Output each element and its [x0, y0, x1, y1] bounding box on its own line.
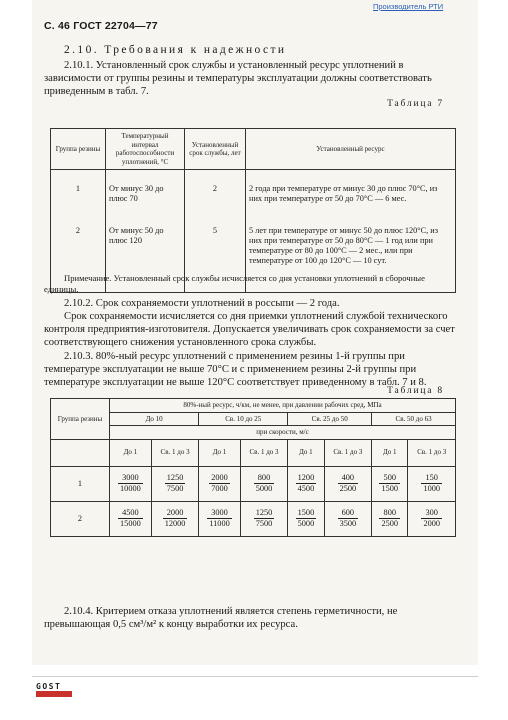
t7-header-group: Группа резины — [51, 129, 106, 170]
t8-speed: До 1 — [288, 439, 324, 466]
t7-group: 2 — [51, 224, 106, 293]
footer-divider — [32, 676, 478, 677]
t8-cell: $\frac{2000}{7000}$ — [199, 466, 240, 501]
t7-interval: От минус 30 до плюс 70 — [106, 170, 185, 225]
table-7 — [50, 128, 456, 293]
table8-caption: Таблица 8 — [387, 386, 444, 396]
t7-group: 1 — [51, 170, 106, 225]
paragraph-2-10-4: 2.10.4. Критерием отказа уплотнений является степень герметичности, не превышающая 0,5 см³/м² к концу выработки их ресурса. — [44, 606, 398, 631]
t7-header-interval: Температурный интервал работоспособности уплотнений, °С — [106, 129, 185, 170]
t8-pressure: Св. 50 до 63 — [372, 412, 456, 426]
t8-group: 2 — [51, 501, 110, 536]
t7-header-resource: Установленный ресурс — [246, 129, 456, 170]
page-header: С. 46 ГОСТ 22704—77 — [44, 20, 158, 32]
paragraph-2-10-2: 2.10.2. Срок сохраняемости уплотнений в россыпи — 2 года. — [64, 298, 340, 309]
t8-speed: До 1 — [110, 439, 152, 466]
t8-cell: $\frac{4500}{15000}$ — [110, 501, 152, 536]
t8-cell: $\frac{3000}{10000}$ — [110, 466, 152, 501]
section-title: 2.10. Требования к надежности — [64, 44, 287, 56]
t8-cell: $\frac{1500}{5000}$ — [288, 501, 324, 536]
t8-speed-header: при скорости, м/с — [110, 426, 456, 440]
t8-cell: $\frac{400}{2500}$ — [324, 466, 372, 501]
t7-life: 5 — [185, 224, 246, 293]
t8-pressure: Св. 10 до 25 — [199, 412, 288, 426]
t8-speed: Св. 1 до 3 — [240, 439, 288, 466]
table7-caption: Таблица 7 — [387, 99, 444, 109]
top-link[interactable]: Производитель РТИ — [373, 2, 444, 11]
paragraph-2-10-2b: Срок сохраняемости исчисляется со дня приемки уплотнений службой технического контроля предприятия-изготовителя. Допускается увеличивать срок сохраняемости за счет соответствующего снижения установленного срока службы. — [44, 311, 455, 349]
t8-header-resource: 80%-ный ресурс, ч/км, не менее, при давлении рабочих сред, МПа — [110, 399, 456, 413]
paragraph-2-10-3: 2.10.3. 80%-ный ресурс уплотнений с применением резины 1-й группы при температуре эксплуатации не выше 70°С и с применением резины 2-й группы при температуре эксплуатации не выше 120°С соответствует приведенному в табл. 7 и 8. — [44, 351, 427, 389]
t8-cell: $\frac{150}{1000}$ — [408, 466, 456, 501]
t7-life: 2 — [185, 170, 246, 225]
t8-speed: Св. 1 до 3 — [324, 439, 372, 466]
t8-group: 1 — [51, 466, 110, 501]
t7-interval: От минус 50 до плюс 120 — [106, 224, 185, 293]
t8-cell: $\frac{2000}{12000}$ — [151, 501, 199, 536]
t8-speed: До 1 — [199, 439, 240, 466]
t8-pressure: До 10 — [110, 412, 199, 426]
t8-cell: $\frac{300}{2000}$ — [408, 501, 456, 536]
t8-header-group: Группа резины — [51, 399, 110, 440]
t8-cell: $\frac{500}{1500}$ — [372, 466, 408, 501]
t8-speed: Св. 1 до 3 — [408, 439, 456, 466]
t7-resource: 2 года при температуре от минус 30 до плюс 70°С, из них при температуре от 50 до 70°С — 6 мес. — [246, 170, 456, 225]
table-8 — [50, 398, 456, 537]
table7-note: Примечание. Установленный срок службы исчисляется со дня установки уплотнений в сборочные единицы. — [44, 273, 425, 294]
t7-header-life: Установленный срок службы, лет — [185, 129, 246, 170]
t8-speed: Св. 1 до 3 — [151, 439, 199, 466]
t8-cell: $\frac{1200}{4500}$ — [288, 466, 324, 501]
t8-pressure: Св. 25 до 50 — [288, 412, 372, 426]
paragraph-2-10-1: 2.10.1. Установленный срок службы и установленный ресурс уплотнений в зависимости от группы резины и температуры эксплуатации должны соответствовать приведенным в табл. 7. — [44, 60, 432, 98]
t7-resource: 5 лет при температуре от минус 50 до плюс 120°С, из них при температуре от 50 до 80°С — 1 год или при температуре от 80 до 100°С — 2 мес., или при температуре от 100 до 120°С — 10 сут. — [246, 224, 456, 293]
t8-cell: $\frac{600}{3500}$ — [324, 501, 372, 536]
t8-cell: $\frac{3000}{11000}$ — [199, 501, 240, 536]
t8-cell: $\frac{800}{5000}$ — [240, 466, 288, 501]
t8-speed: До 1 — [372, 439, 408, 466]
t8-cell: $\frac{800}{2500}$ — [372, 501, 408, 536]
gost-logo: GOST — [36, 682, 72, 698]
t8-cell: $\frac{1250}{7500}$ — [151, 466, 199, 501]
t8-cell: $\frac{1250}{7500}$ — [240, 501, 288, 536]
